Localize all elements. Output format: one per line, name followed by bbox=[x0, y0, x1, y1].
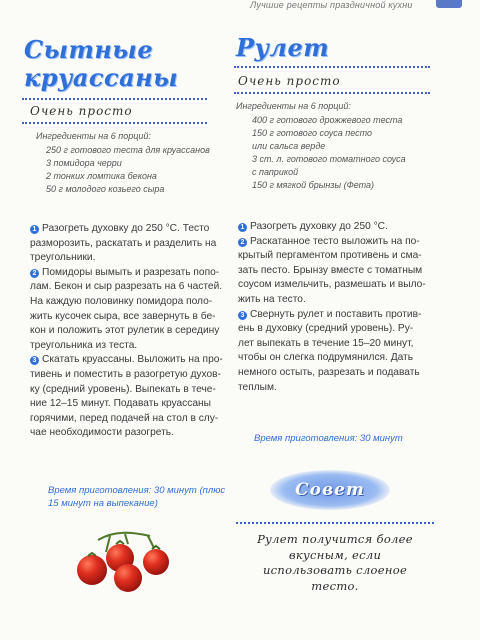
right-cooking-time: Время приготовления: 30 минут bbox=[254, 433, 403, 444]
tip-badge-label: Совет bbox=[295, 480, 365, 500]
numbered-circle-icon: 2 bbox=[30, 269, 39, 278]
left-ingredients-heading: Ингредиенты на 6 порций: bbox=[36, 131, 151, 141]
left-ingredients bbox=[36, 130, 226, 196]
numbered-circle-icon: 1 bbox=[238, 223, 247, 232]
left-step-2: 2 Помидоры вымыть и разрезать попо- лам. Бекон и сыр разрезать на 6 частей. На каждую половинку помидора поло- жить кусочек сыра, все завернуть в бе- кон и положить этот рулетик в середину треугольника из теста. bbox=[30, 266, 223, 351]
left-title-divider bbox=[22, 98, 207, 100]
running-title: Лучшие рецепты праздничной кухни bbox=[250, 0, 413, 10]
right-title-divider bbox=[234, 66, 430, 68]
ingredient-item: 150 г готового соуса песто bbox=[252, 128, 373, 138]
right-ingredients bbox=[236, 100, 436, 192]
ingredient-item: 150 г мягкой брынзы (Фета) bbox=[252, 180, 375, 190]
right-steps bbox=[238, 220, 443, 395]
left-step-1: 1 Разогреть духовку до 250 °С. Тесто разморозить, раскатать и разделить на треугольники. bbox=[30, 223, 217, 264]
left-steps bbox=[30, 222, 230, 441]
left-recipe-title-line2: круассаны bbox=[24, 63, 179, 92]
left-subtitle-divider bbox=[22, 122, 207, 124]
numbered-circle-icon: 3 bbox=[238, 311, 247, 320]
left-recipe-difficulty: Очень просто bbox=[30, 104, 133, 118]
numbered-circle-icon: 3 bbox=[30, 356, 39, 365]
ingredient-item: 3 помидора черри bbox=[46, 158, 122, 168]
left-recipe-title-line1: Сытные bbox=[24, 35, 154, 64]
right-recipe-difficulty: Очень просто bbox=[238, 74, 341, 88]
right-step-2: 2 Раскатанное тесто выложить на по- крытый пергаментом противень и сма- зать песто. Брынзу вместе с томатным соусом измельчить, размешать и выло- жить на тесто. bbox=[238, 235, 426, 305]
left-cooking-time: Время приготовления: 30 минут (плюс 15 минут на выпекание) bbox=[48, 485, 226, 509]
ingredient-item: 2 тонких ломтика бекона bbox=[46, 171, 157, 181]
left-step-3: 3 Скатать круассаны. Выложить на про- тивень и поместить в разогретую духов- ку (средний уровень). Выпекать в тече- ние 12–15 минут. Подавать круассаны горячими, перед подачей на стол в слу- чае необходимости разогреть. bbox=[30, 354, 223, 439]
ingredient-item: или сальса верде bbox=[252, 141, 326, 151]
ingredient-item: 50 г молодого козьего сыра bbox=[46, 184, 165, 194]
page-tab-marker bbox=[436, 0, 462, 8]
right-ingredients-heading: Ингредиенты на 6 порций: bbox=[236, 101, 351, 111]
right-step-3: 3 Свернуть рулет и поставить против- ень в духовку (средний уровень). Ру- лет выпекать в течение 15–20 минут, чтобы он слегка подрумянился. Дать немного остыть, разрезать и подавать теплым. bbox=[238, 308, 422, 393]
right-subtitle-divider bbox=[234, 92, 430, 94]
right-recipe-title: Рулет bbox=[236, 33, 330, 62]
ingredient-item: 400 г готового дрожжевого теста bbox=[252, 115, 403, 125]
ingredient-item: с паприкой bbox=[252, 167, 299, 177]
numbered-circle-icon: 1 bbox=[30, 225, 39, 234]
cherry-tomatoes-icon bbox=[70, 522, 180, 594]
tip-badge bbox=[270, 470, 390, 510]
ingredient-item: 3 ст. л. готового томатного соуса bbox=[252, 154, 406, 164]
tip-text: Рулет получится более вкусным, если использовать слоеное тесто. bbox=[257, 532, 413, 593]
ingredient-item: 250 г готового теста для круассанов bbox=[46, 145, 210, 155]
right-step-1: 1 Разогреть духовку до 250 °С. bbox=[238, 220, 443, 235]
numbered-circle-icon: 2 bbox=[238, 238, 247, 247]
tip-top-divider bbox=[236, 522, 434, 524]
